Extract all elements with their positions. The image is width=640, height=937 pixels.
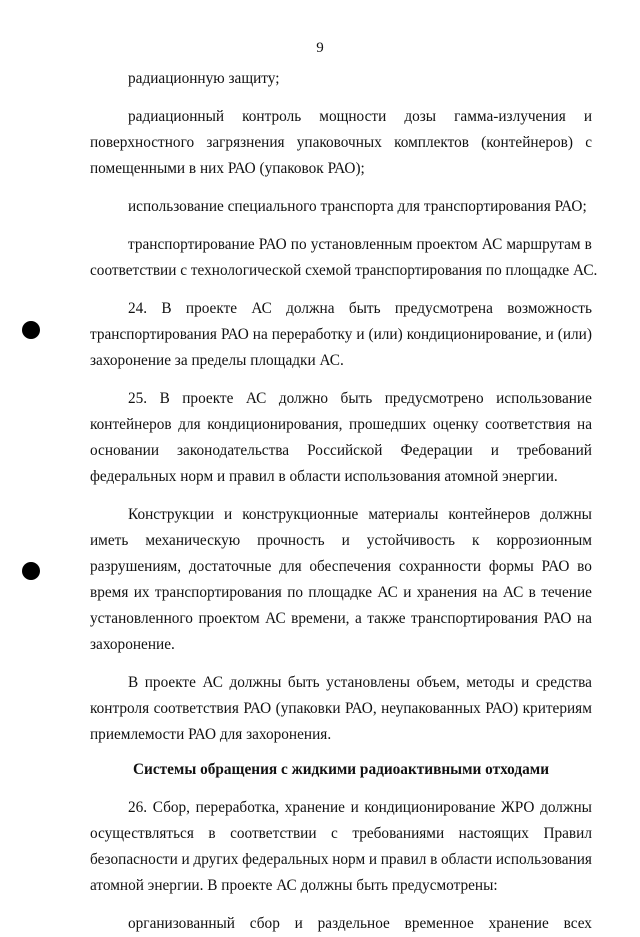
word: соответствия	[485, 416, 571, 433]
word: Федерации	[400, 442, 473, 459]
word: сбор	[249, 915, 280, 932]
word: безопасности	[90, 851, 178, 868]
text-line	[90, 104, 592, 130]
word: установленного	[90, 610, 193, 627]
word: быть	[348, 300, 381, 317]
word: должны	[540, 506, 592, 523]
word: и	[545, 326, 554, 343]
word: и	[583, 108, 592, 125]
text-line: атомной энергии. В проекте АС должны быть предусмотрены:	[90, 877, 498, 894]
text-line	[90, 502, 592, 528]
word: предусмотрено	[384, 390, 484, 407]
word: материалы	[368, 506, 439, 523]
word: переработка,	[195, 799, 280, 816]
word: организованный	[128, 915, 235, 932]
text-line	[90, 821, 592, 847]
word: (или)	[557, 326, 592, 343]
word: использования	[495, 851, 592, 868]
text-block-section	[90, 795, 592, 937]
word: Правил	[543, 825, 592, 842]
word: РАО	[258, 236, 287, 253]
word: упаковочных	[296, 134, 382, 151]
word: сохранности	[398, 558, 482, 575]
word: на	[576, 610, 592, 627]
word: быть	[340, 390, 373, 407]
word: раздельное	[317, 915, 390, 932]
word: хранение	[488, 915, 549, 932]
word: радиационный	[128, 108, 225, 125]
word: АС	[502, 584, 524, 601]
word: соответствия	[153, 700, 239, 717]
word: ЖРО	[501, 799, 535, 816]
text-line	[90, 911, 592, 937]
punch-hole-mark	[22, 321, 40, 339]
word: В	[159, 390, 170, 407]
word: норм	[332, 851, 366, 868]
word: оценку	[432, 416, 479, 433]
word: и	[224, 506, 233, 523]
word: контейнеров	[90, 416, 172, 433]
word: проектом	[416, 236, 478, 253]
word: 26.	[128, 799, 148, 816]
word: транспортирования	[411, 610, 539, 627]
word: площадке	[308, 584, 373, 601]
text-line	[90, 412, 592, 438]
word: проекте	[182, 390, 234, 407]
text-line	[90, 386, 592, 412]
text-line	[90, 130, 592, 156]
word: В	[161, 300, 172, 317]
word: проекте	[185, 300, 238, 317]
word: АС	[481, 236, 503, 253]
word: во	[577, 558, 592, 575]
text-line	[90, 847, 592, 873]
punch-hole-mark	[22, 562, 40, 580]
word: временное	[404, 915, 474, 932]
word: Российской	[307, 442, 383, 459]
word: по	[287, 584, 304, 601]
word: и	[341, 532, 350, 549]
word: предусмотрена	[394, 300, 493, 317]
word: и	[294, 915, 303, 932]
word: гамма-излучения	[454, 108, 566, 125]
word: соответствии	[230, 825, 317, 842]
word: РАО)	[485, 700, 519, 717]
page-number: 9	[316, 40, 324, 56]
word: хранения	[416, 584, 478, 601]
word: проекте	[144, 674, 196, 691]
word: кондиционирования,	[207, 416, 343, 433]
word: транспортирование	[128, 236, 255, 253]
word: АС	[377, 584, 398, 601]
text-line	[90, 528, 592, 554]
text-line: приемлемости РАО для захоронения.	[90, 726, 332, 743]
word: и	[521, 674, 530, 691]
word: контейнеров	[448, 506, 531, 523]
word: для	[279, 558, 302, 575]
paragraph-gap	[90, 284, 592, 296]
text-line: федеральных норм и правил в области использования атомной энергии.	[90, 468, 558, 485]
word: объем,	[416, 674, 460, 691]
word: в	[430, 851, 438, 868]
word: мощности	[319, 108, 387, 125]
text-block-main	[90, 66, 598, 748]
word: и	[350, 799, 359, 816]
word: в	[528, 584, 536, 601]
text-line: захоронение.	[90, 636, 175, 653]
word: загрязнения	[206, 134, 285, 151]
text-line: помещенными в них РАО (упаковок РАО);	[90, 160, 365, 177]
word: их	[133, 584, 150, 601]
section-heading: Системы обращения с жидкими радиоактивными отходами	[132, 761, 550, 778]
word: основании	[90, 442, 160, 459]
text-line	[90, 670, 592, 696]
word: РАО	[220, 326, 249, 343]
paragraph-gap	[90, 374, 592, 386]
paragraph-gap	[90, 490, 592, 502]
word: (упаковки	[275, 700, 341, 717]
word: РАО	[243, 700, 272, 717]
word: РАО	[541, 558, 570, 575]
word: настоящих	[458, 825, 529, 842]
word: проектом	[198, 610, 260, 627]
word: АС	[245, 390, 267, 407]
word: хранение	[284, 799, 345, 816]
word: прочность	[257, 532, 325, 549]
word: по	[290, 236, 307, 253]
text-line	[90, 696, 592, 722]
word: для	[178, 416, 201, 433]
text-line: использование специального транспорта для транспортирования РАО;	[128, 198, 587, 215]
word: (контейнеров)	[481, 134, 573, 151]
word: время	[90, 584, 129, 601]
word: коррозионным	[496, 532, 592, 549]
text-line	[90, 296, 592, 322]
text-line: соответствии с технологической схемой транспортирования по площадке АС.	[90, 262, 598, 279]
text-line	[90, 322, 592, 348]
word: РАО,	[344, 700, 377, 717]
word: установленным	[310, 236, 413, 253]
word: а	[355, 610, 362, 627]
word: и	[368, 851, 378, 868]
word: (или)	[368, 326, 403, 343]
word: средства	[535, 674, 592, 691]
word: на	[577, 416, 592, 433]
word: формы	[488, 558, 534, 575]
word: механическую	[145, 532, 241, 549]
text-line	[90, 232, 592, 258]
word: комплектов	[394, 134, 469, 151]
word: достаточные	[188, 558, 272, 575]
word: также	[367, 610, 406, 627]
word: критериям	[522, 700, 592, 717]
word: устойчивость	[366, 532, 456, 549]
word: контроля	[90, 700, 150, 717]
word: на	[252, 326, 268, 343]
word: должна	[286, 300, 335, 317]
word: возможность	[507, 300, 592, 317]
word: иметь	[90, 532, 129, 549]
word: области	[441, 851, 493, 868]
paragraph-gap	[90, 220, 592, 232]
word: 24.	[128, 300, 148, 317]
text-line: захоронение за пределы площадки АС.	[90, 352, 344, 369]
word: правил	[380, 851, 427, 868]
word: конструкционные	[242, 506, 359, 523]
word: законодательства	[177, 442, 290, 459]
word: течение	[541, 584, 592, 601]
word: и	[490, 442, 499, 459]
word: требований	[516, 442, 592, 459]
word: транспортирования	[90, 326, 217, 343]
paragraph-gap	[90, 92, 592, 104]
word: АС	[251, 300, 272, 317]
word: АС	[202, 674, 223, 691]
word: обеспечения	[309, 558, 392, 575]
text-line	[90, 795, 592, 821]
text-line: радиационную защиту;	[128, 70, 280, 87]
word: с	[585, 134, 592, 151]
word: на	[482, 584, 498, 601]
word: дозы	[404, 108, 437, 125]
word: других	[193, 851, 239, 868]
word: федеральных	[242, 851, 329, 868]
paragraph-gap	[90, 182, 592, 194]
word: и	[356, 326, 365, 343]
word: поверхностного	[90, 134, 195, 151]
word: разрушениям,	[90, 558, 182, 575]
word: контроль	[242, 108, 302, 125]
word: в	[208, 825, 216, 842]
word: к	[472, 532, 480, 549]
word: всех	[563, 915, 592, 932]
word: должны	[229, 674, 282, 691]
word: с	[331, 825, 338, 842]
word: транспортирования	[154, 584, 282, 601]
word: маршрутам	[506, 236, 581, 253]
text-line	[90, 438, 592, 464]
word: 25.	[128, 390, 148, 407]
word: методы	[466, 674, 515, 691]
word: АС	[265, 610, 286, 627]
word: должно	[278, 390, 329, 407]
word: использование	[496, 390, 592, 407]
word: кондиционирование,	[406, 326, 542, 343]
word: быть	[287, 674, 320, 691]
word: и	[181, 851, 190, 868]
word: прошедших	[349, 416, 427, 433]
text-line	[90, 554, 592, 580]
word: переработку	[271, 326, 353, 343]
document-body	[90, 66, 598, 937]
text-line	[90, 606, 592, 632]
word: кондиционирование	[364, 799, 496, 816]
text-line	[90, 580, 592, 606]
word: должны	[540, 799, 592, 816]
word: Сбор,	[152, 799, 190, 816]
word: Конструкции	[128, 506, 215, 523]
word: В	[128, 674, 139, 691]
word: осуществляться	[90, 825, 194, 842]
word: РАО	[543, 610, 572, 627]
word: требованиями	[352, 825, 445, 842]
word: и	[403, 584, 412, 601]
word: времени,	[291, 610, 350, 627]
paragraph-gap	[90, 658, 592, 670]
word: установлены	[326, 674, 411, 691]
word: в	[584, 236, 592, 253]
paragraph-gap	[90, 899, 592, 911]
word: неупакованных	[381, 700, 481, 717]
